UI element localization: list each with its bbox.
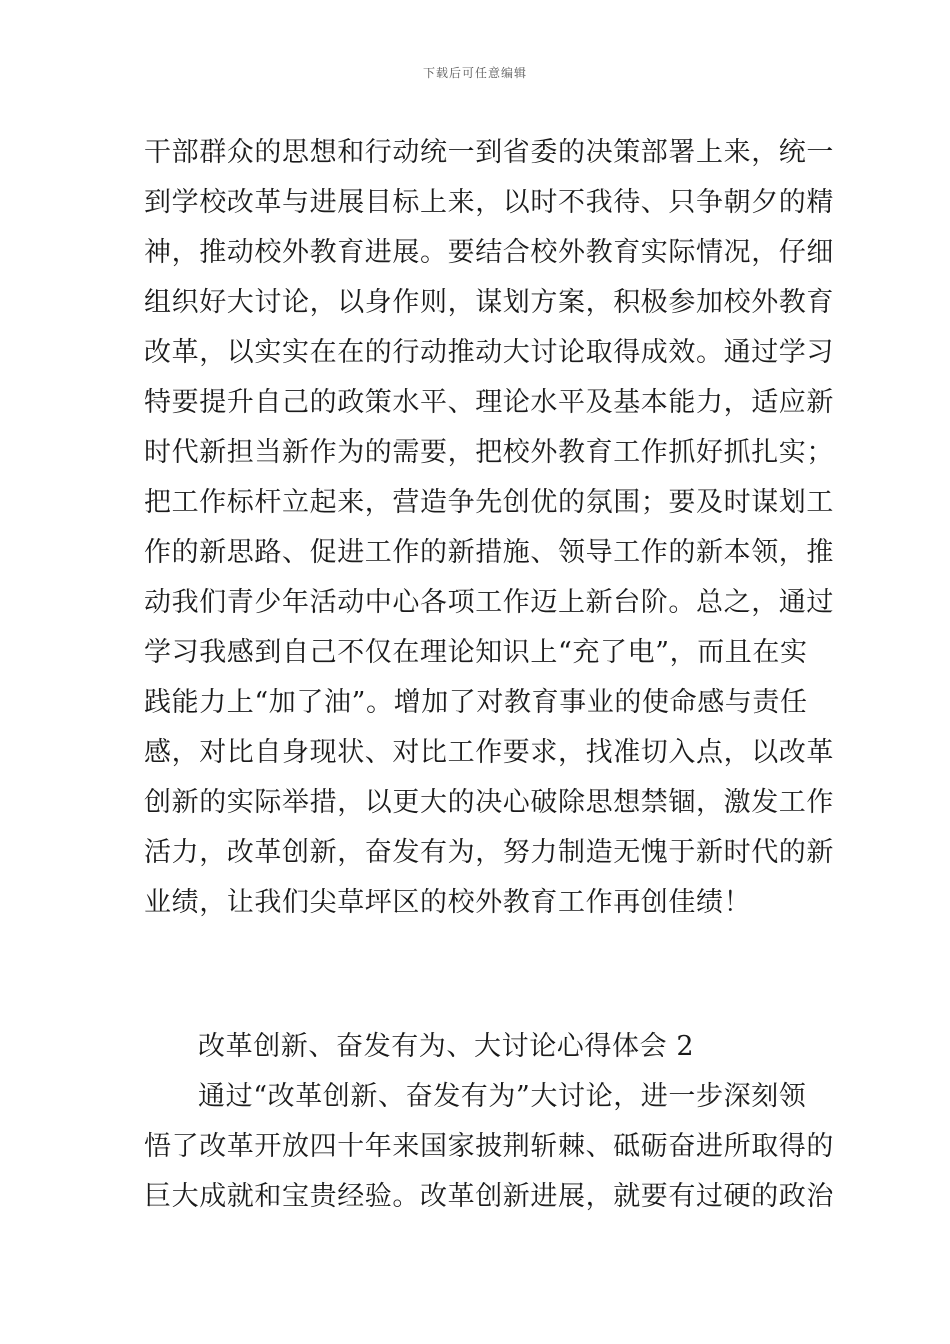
section-title: 改革创新、奋发有为、大讨论心得体会 2 [198, 1031, 695, 1062]
text-line: 作的新思路、促进工作的新措施、领导工作的新本领，推 [144, 537, 834, 568]
text-line: 组织好大讨论，以身作则，谋划方案，积极参加校外教育 [144, 287, 834, 318]
text-line: 到学校改革与进展目标上来，以时不我待、只争朝夕的精 [144, 187, 834, 218]
text-line: 业绩，让我们尖草坪区的校外教育工作再创佳绩！ [144, 887, 752, 918]
page-header: 下载后可任意编辑 [422, 66, 527, 80]
text-line: 巨大成就和宝贵经验。改革创新进展，就要有过硬的政治 [144, 1181, 834, 1212]
text-line: 特要提升自己的政策水平、理论水平及基本能力，适应新 [144, 387, 834, 418]
text-line: 神，推动校外教育进展。要结合校外教育实际情况，仔细 [144, 237, 834, 268]
text-line: 活力，改革创新，奋发有为，努力制造无愧于新时代的新 [144, 837, 834, 868]
text-line: 把工作标杆立起来，营造争先创优的氛围；要及时谋划工 [144, 487, 834, 518]
text-line: 干部群众的思想和行动统一到省委的决策部署上来，统一 [144, 137, 834, 168]
text-line: 学习我感到自己不仅在理论知识上“充了电”，而且在实 [144, 637, 808, 668]
text-line: 时代新担当新作为的需要，把校外教育工作抓好抓扎实； [144, 437, 834, 468]
text-line: 动我们青少年活动中心各项工作迈上新台阶。总之，通过 [144, 587, 834, 618]
text-line: 创新的实际举措，以更大的决心破除思想禁锢，激发工作 [144, 787, 834, 818]
section-2 [144, 1022, 834, 1222]
text-line: 通过“改革创新、奋发有为”大讨论，进一步深刻领 [198, 1081, 807, 1112]
text-line: 感，对比自身现状、对比工作要求，找准切入点，以改革 [144, 737, 834, 768]
paragraph-1 [144, 128, 834, 928]
text-line: 改革，以实实在在的行动推动大讨论取得成效。通过学习 [144, 337, 834, 368]
text-line: 悟了改革开放四十年来国家披荆斩棘、砥砺奋进所取得的 [144, 1131, 834, 1162]
text-line: 践能力上“加了油”。增加了对教育事业的使命感与责任 [144, 687, 808, 718]
